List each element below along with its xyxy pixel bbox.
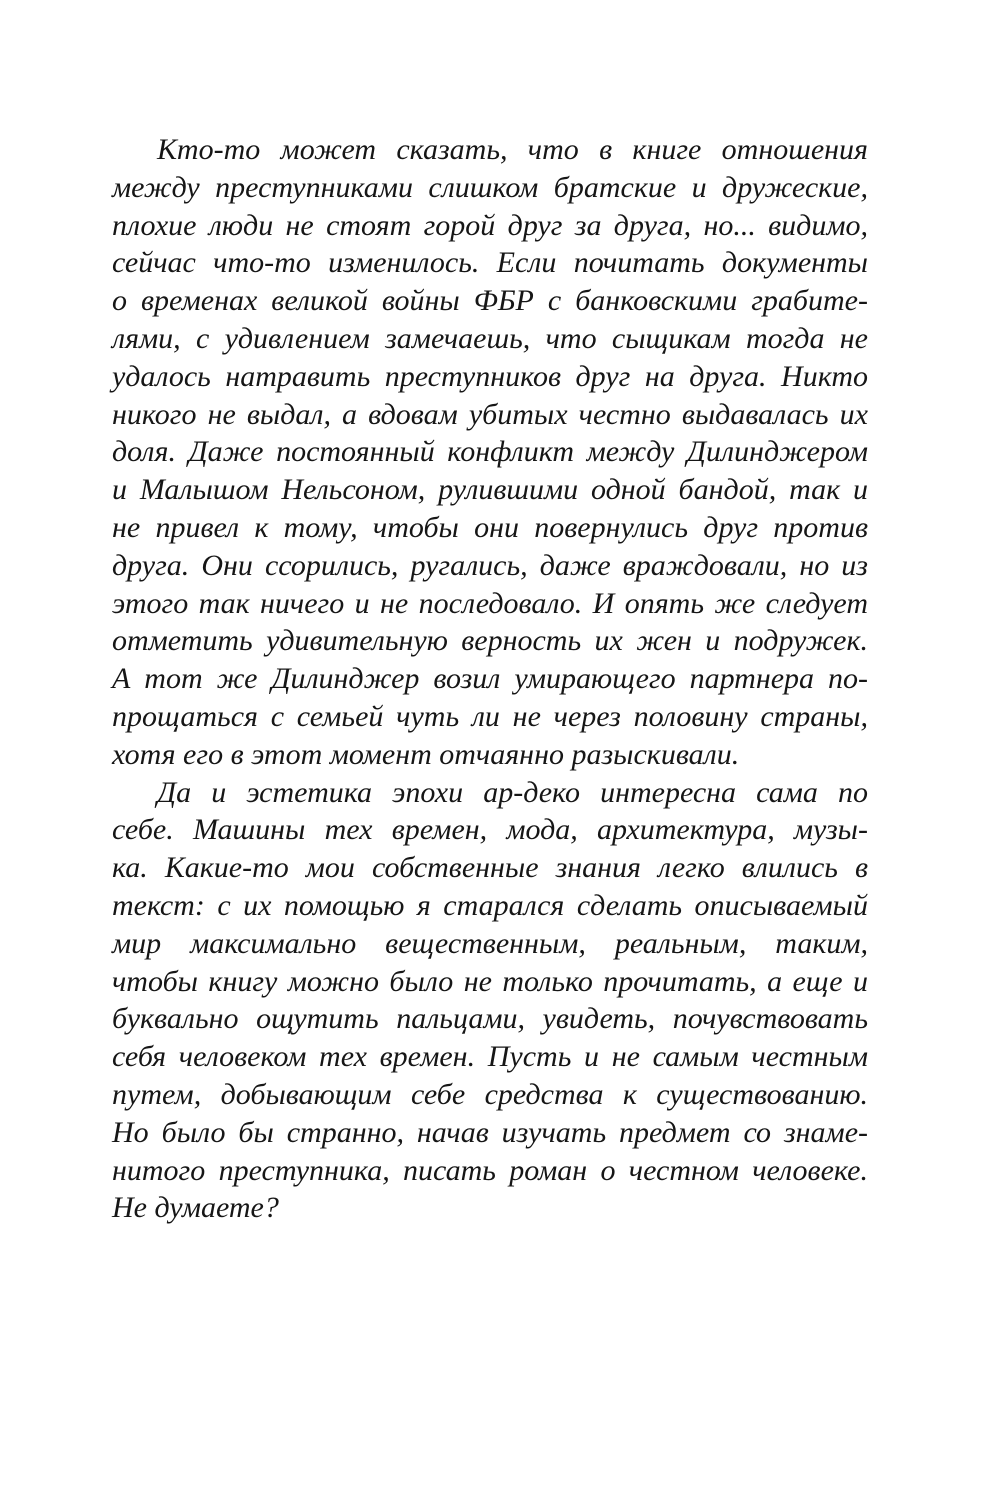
text-line: нитого преступника, писать роман о честном человеке. xyxy=(112,1153,868,1187)
text-line: мир максимально вещественным, реальным, таким, xyxy=(112,926,868,960)
text-line: буквально ощутить пальцами, увидеть, почувствовать xyxy=(112,1002,868,1036)
text-line: лями, с удивлением замечаешь, что сыщикам тогда не xyxy=(112,321,868,355)
text-line: Да и эстетика эпохи ар-деко интересна сама по xyxy=(157,775,868,809)
text-line: и Малышом Нельсоном, рулившими одной бандой, так и xyxy=(112,473,868,507)
text-line: удалось натравить преступников друг на друга. Никто xyxy=(112,359,868,393)
paragraph xyxy=(112,774,868,1228)
paragraph xyxy=(112,131,868,774)
text-line: сейчас что-то изменилось. Если почитать документы xyxy=(112,246,868,280)
text-line: прощаться с семьей чуть ли не через половину страны, xyxy=(112,699,868,733)
text-line: плохие люди не стоят горой друг за друга, но... видимо, xyxy=(112,208,868,242)
text-line: никого не выдал, а вдовам убитых честно выдавалась их xyxy=(112,397,868,431)
text-line: отметить удивительную верность их жен и подружек. xyxy=(112,624,868,658)
text-line: Но было бы странно, начав изучать предмет со знаме- xyxy=(112,1115,868,1149)
text-line: Не думаете? xyxy=(112,1191,279,1225)
text-line: не привел к тому, чтобы они повернулись друг против xyxy=(112,510,868,544)
page-text xyxy=(112,131,868,1227)
text-line: Кто-то может сказать, что в книге отношения xyxy=(157,133,868,166)
text-line: хотя его в этот момент отчаянно разыскивали. xyxy=(112,737,740,771)
text-line: между преступниками слишком братские и дружеские, xyxy=(112,170,868,204)
text-line: доля. Даже постоянный конфликт между Дилинджером xyxy=(112,435,868,469)
text-line: себе. Машины тех времен, мода, архитектура, музы- xyxy=(112,813,868,847)
text-line: себя человеком тех времен. Пусть и не самым честным xyxy=(112,1040,868,1074)
text-line: друга. Они ссорились, ругались, даже враждовали, но из xyxy=(112,548,868,582)
text-line: А тот же Дилинджер возил умирающего партнера по- xyxy=(112,662,868,696)
text-line: путем, добывающим себе средства к существованию. xyxy=(112,1077,868,1111)
text-line: ка. Какие-то мои собственные знания легко влились в xyxy=(112,851,868,885)
text-line: этого так ничего и не последовало. И опять же следует xyxy=(112,586,868,620)
text-line: чтобы книгу можно было не только прочитать, а еще и xyxy=(112,964,868,998)
text-line: текст: с их помощью я старался сделать описываемый xyxy=(112,888,868,922)
text-line: о временах великой войны ФБР с банковскими грабите- xyxy=(112,284,868,318)
